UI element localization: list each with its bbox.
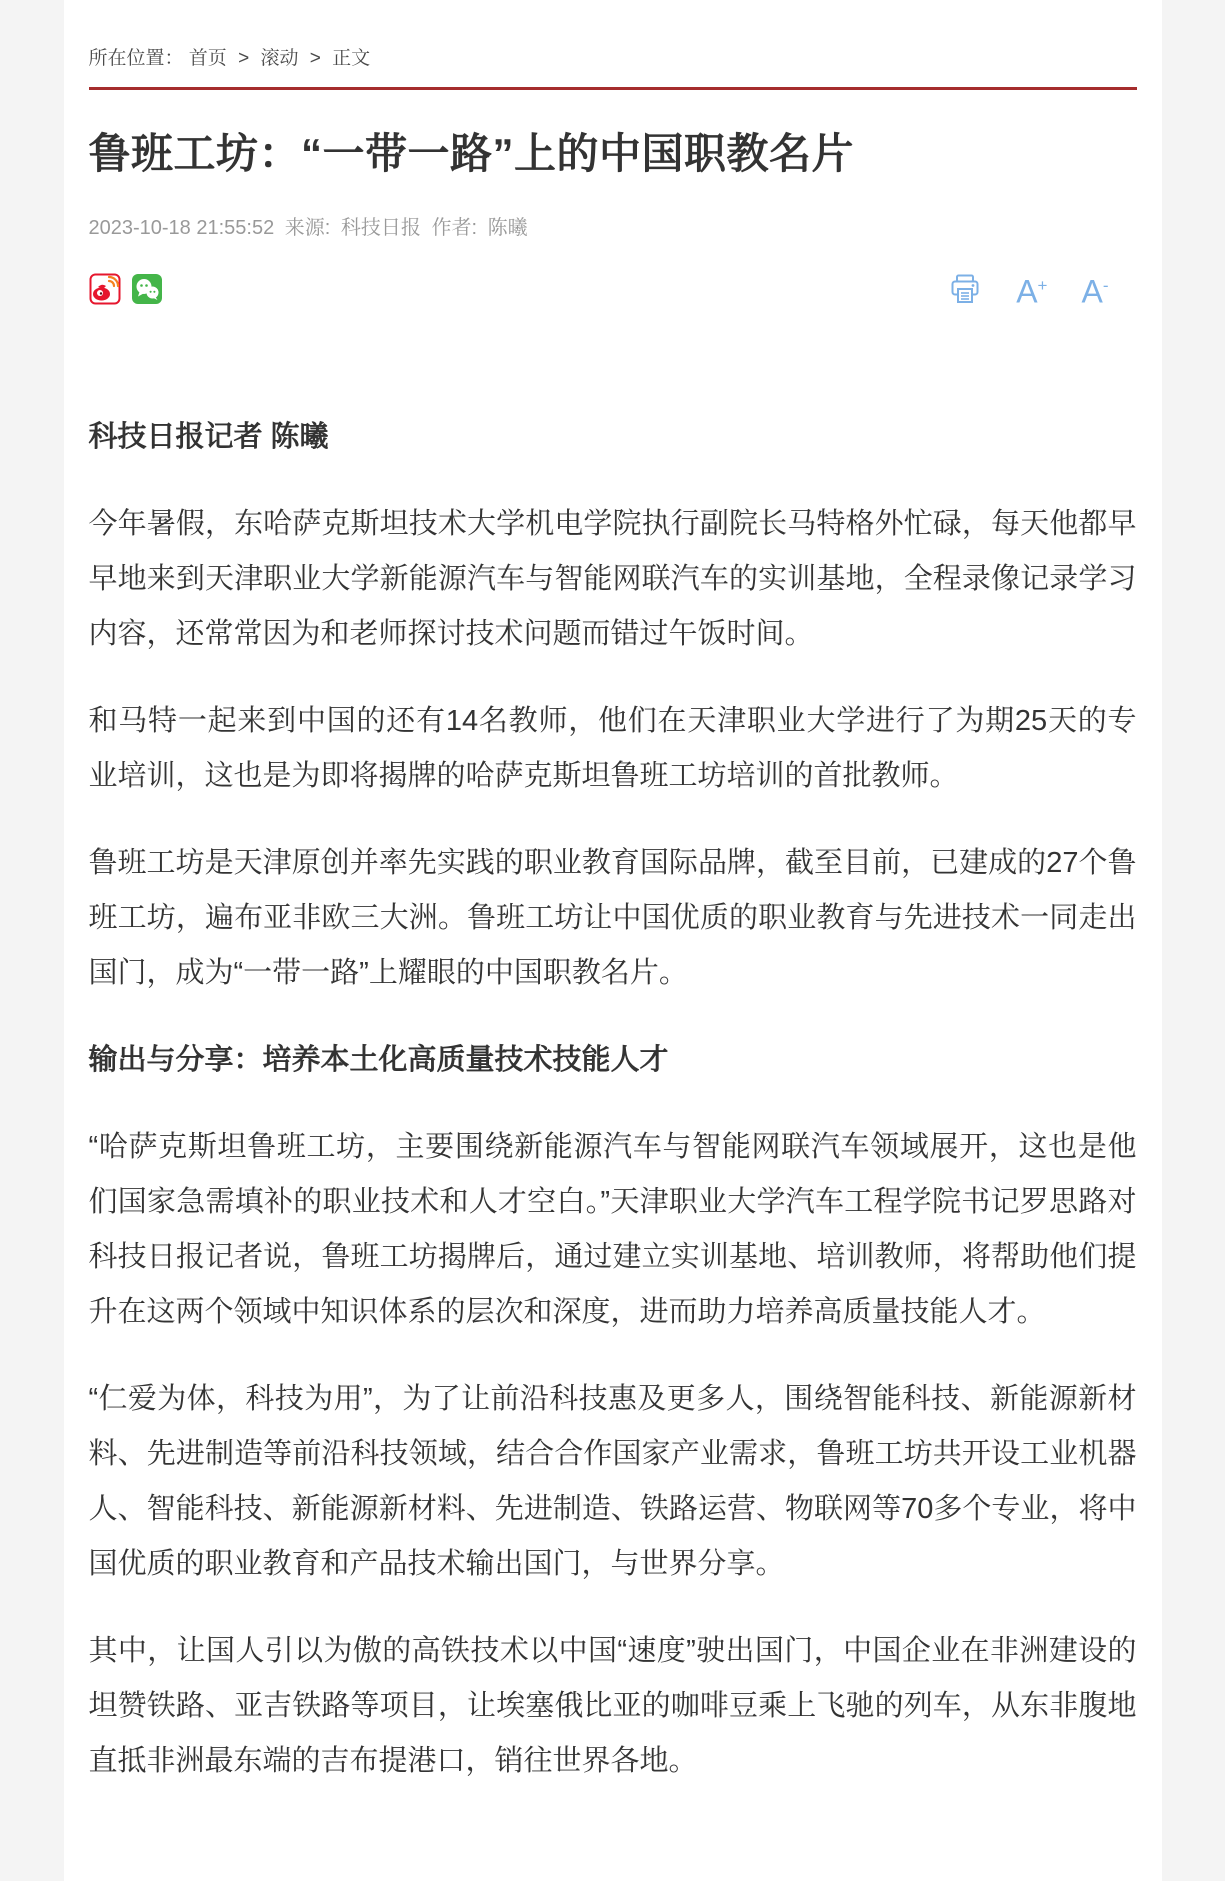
article-paragraph: “仁爱为体，科技为用”，为了让前沿科技惠及更多人，围绕智能科技、新能源新材料、先进制造等前沿科技领域，结合合作国家产业需求，鲁班工坊共开设工业机器人、智能科技、新能源新材料、先进制造、铁路运营、物联网等70多个专业，将中国优质的职业教育和产品技术输出国门，与世界分享。 — [88, 1382, 1137, 1580]
article-meta — [89, 211, 1137, 240]
breadcrumb-label: 所在位置： — [88, 48, 184, 69]
breadcrumb — [89, 46, 1137, 72]
article-timestamp: 2023-10-18 21:55:52 — [88, 216, 275, 239]
article-paragraph: 和马特一起来到中国的还有14名教师，他们在天津职业大学进行了为期25天的专业培训，这也是为即将揭牌的哈萨克斯坦鲁班工坊培训的首批教师。 — [88, 704, 1137, 792]
page-title: 鲁班工坊：“一带一路”上的中国职教名片 — [88, 130, 855, 177]
share-toolbar — [89, 272, 1137, 310]
font-increase-button[interactable]: A+ — [1016, 273, 1048, 310]
font-decrease-button[interactable]: A- — [1081, 273, 1109, 310]
author-label: 作者: — [431, 216, 478, 239]
breadcrumb-separator: > — [238, 48, 250, 69]
article-page — [64, 0, 1162, 1881]
article-paragraph: 鲁班工坊是天津原创并率先实践的职业教育国际品牌，截至目前，已建成的27个鲁班工坊，遍布亚非欧三大洲。鲁班工坊让中国优质的职业教育与先进技术一同走出国门，成为“一带一路”上耀眼的中国职教名片。 — [88, 846, 1137, 989]
breadcrumb-home-link[interactable]: 首页 — [188, 48, 227, 69]
text-tools — [948, 269, 1108, 309]
article-paragraph: “哈萨克斯坦鲁班工坊，主要围绕新能源汽车与智能网联汽车领域展开，这也是他们国家急需填补的职业技术和人才空白。”天津职业大学汽车工程学院书记罗思路对科技日报记者说，鲁班工坊揭牌后，通过建立实训基地、培训教师，将帮助他们提升在这两个领域中知识体系的层次和深度，进而助力培养高质量技能人才。 — [88, 1130, 1137, 1328]
breadcrumb-section-link[interactable]: 滚动 — [260, 48, 299, 69]
weibo-share-icon[interactable] — [89, 273, 121, 305]
red-divider — [89, 87, 1137, 90]
article-body — [89, 410, 1137, 1789]
source-label: 来源: — [284, 216, 331, 239]
article-author: 陈曦 — [487, 216, 528, 239]
article-source: 科技日报 — [340, 216, 421, 239]
breadcrumb-current[interactable]: 正文 — [332, 48, 371, 69]
breadcrumb-separator: > — [309, 48, 321, 69]
article-paragraph: 其中，让国人引以为傲的高铁技术以中国“速度”驶出国门，中国企业在非洲建设的坦赞铁路、亚吉铁路等项目，让埃塞俄比亚的咖啡豆乘上飞驰的列车，从东非腹地直抵非洲最东端的吉布提港口，销往世界各地。 — [88, 1634, 1137, 1777]
article-paragraph: 今年暑假，东哈萨克斯坦技术大学机电学院执行副院长马特格外忙碌，每天他都早早地来到天津职业大学新能源汽车与智能网联汽车的实训基地，全程录像记录学习内容，还常常因为和老师探讨技术问题而错过午饭时间。 — [88, 507, 1137, 650]
share-buttons — [89, 273, 163, 305]
reporter-byline: 科技日报记者 陈曦 — [88, 420, 329, 453]
print-icon[interactable] — [948, 272, 982, 306]
section-subheading: 输出与分享：培养本土化高质量技术技能人才 — [88, 1043, 669, 1076]
wechat-share-icon[interactable] — [131, 273, 163, 305]
